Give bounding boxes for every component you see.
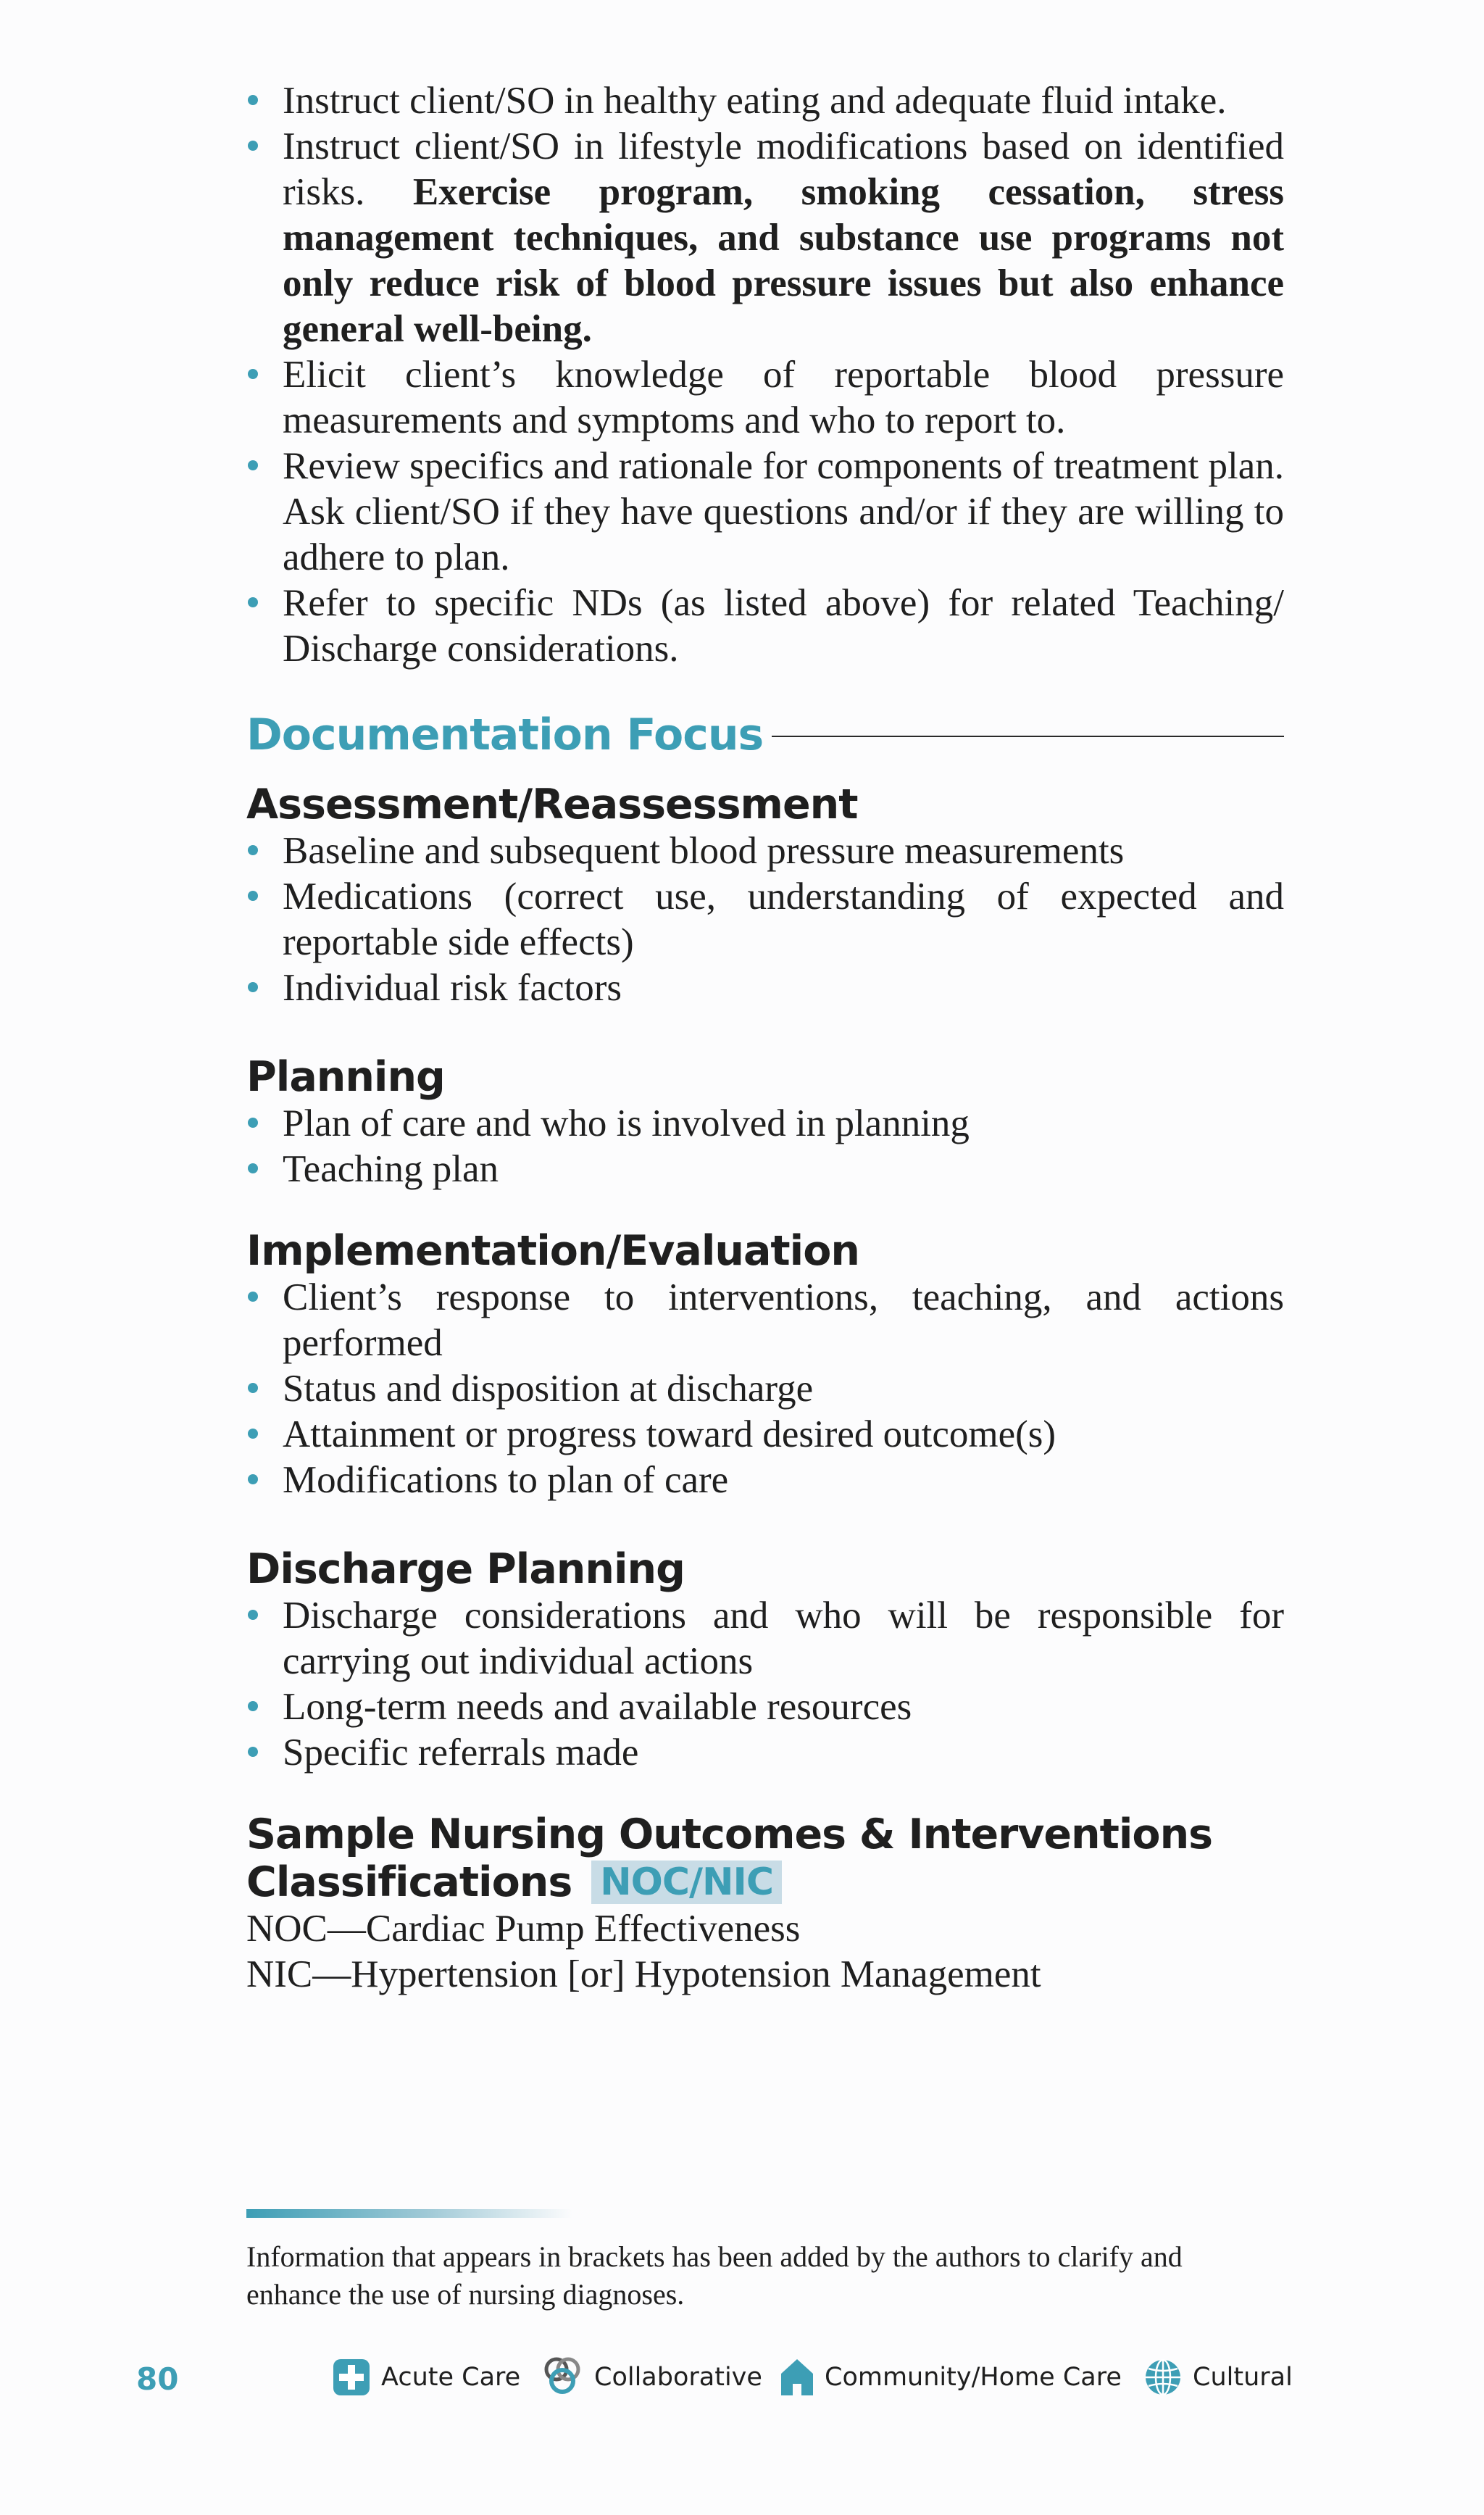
list-item: [246, 1147, 1284, 1192]
bullet-icon: [248, 141, 258, 151]
acute-care-icon: [332, 2358, 371, 2397]
list-item: [246, 1275, 1284, 1366]
list-item-text: Review specifics and rationale for components of treatment plan. Ask client/SO if they have questions and/or if they are willing to adhere to plan.: [283, 445, 1284, 578]
bullet-icon: [248, 1383, 258, 1393]
section-rule: [772, 736, 1284, 737]
list-item: [246, 581, 1284, 672]
list-item: [246, 1458, 1284, 1503]
bullet-icon: [248, 1747, 258, 1757]
list-item: [246, 78, 1284, 124]
list-item: [246, 1101, 1284, 1147]
page-content: [246, 78, 1284, 1998]
list-item: [246, 1412, 1284, 1458]
planning-list: [246, 1101, 1284, 1192]
legend-label: Community/Home Care: [825, 2363, 1122, 2392]
bullet-icon: [248, 460, 258, 470]
heading-line-2: Classifications: [246, 1858, 572, 1906]
discharge-list: [246, 1593, 1284, 1776]
heading-assessment: Assessment/Reassessment: [246, 781, 858, 828]
nic-line: NIC—Hypertension [or] Hypotension Management: [246, 1953, 1041, 1995]
legend-label: Collaborative: [594, 2363, 762, 2392]
list-item-text: Instruct client/SO in healthy eating and adequate fluid intake.: [283, 80, 1227, 122]
list-item-text: Teaching plan: [283, 1148, 499, 1190]
page-number: 80: [136, 2361, 179, 2397]
list-item-bold-text: Exercise program, smoking cessation, stress management techniques, and substance use programs not only reduce risk of blood pressure issues but also enhance general well-being.: [283, 171, 1284, 350]
teaching-bullet-list: [246, 78, 1284, 672]
footnote-rule: [246, 2209, 572, 2218]
list-item: [246, 828, 1284, 874]
list-item-text: Refer to specific NDs (as listed above) for related Teaching/ Discharge considerations.: [283, 582, 1284, 670]
noc-nic-badge: NOC/NIC: [591, 1861, 782, 1904]
bullet-icon: [248, 1610, 258, 1620]
section-title-documentation: [246, 710, 1284, 760]
heading-sample-noc-nic: [246, 1811, 1284, 1906]
bullet-icon: [248, 95, 258, 105]
heading-line-1: Sample Nursing Outcomes & Interventions: [246, 1811, 1213, 1858]
collaborative-icon: [542, 2356, 584, 2398]
bullet-icon: [248, 845, 258, 855]
list-item-text: Long-term needs and available resources: [283, 1686, 912, 1728]
legend-collaborative: [542, 2356, 762, 2399]
bullet-icon: [248, 369, 258, 379]
bullet-icon: [248, 891, 258, 901]
list-item: [246, 874, 1284, 965]
list-item-text: Attainment or progress toward desired outcome(s): [283, 1413, 1056, 1455]
list-item-text: Client’s response to interventions, teaching, and actions performed: [283, 1276, 1284, 1364]
list-item: [246, 1684, 1284, 1730]
list-item: [246, 124, 1284, 352]
list-item: [246, 1730, 1284, 1776]
list-item-text: Medications (correct use, understanding of expected and reportable side effects): [283, 876, 1284, 963]
implementation-list: [246, 1275, 1284, 1503]
heading-planning: Planning: [246, 1053, 445, 1101]
globe-icon: [1143, 2358, 1183, 2397]
list-item-text: Specific referrals made: [283, 1732, 639, 1774]
bullet-icon: [248, 1292, 258, 1302]
bullet-icon: [248, 1701, 258, 1711]
heading-implementation: Implementation/Evaluation: [246, 1227, 859, 1275]
list-item-text: Elicit client’s knowledge of reportable blood pressure measurements and symptoms and who to report to.: [283, 354, 1284, 441]
list-item: [246, 444, 1284, 581]
legend-acute-care: [332, 2356, 520, 2399]
list-item: [246, 352, 1284, 444]
assessment-list: [246, 828, 1284, 1011]
bullet-icon: [248, 1429, 258, 1439]
list-item-text: Modifications to plan of care: [283, 1459, 729, 1501]
heading-discharge: Discharge Planning: [246, 1545, 685, 1593]
list-item-text: Status and disposition at discharge: [283, 1368, 814, 1410]
noc-line: NOC—Cardiac Pump Effectiveness: [246, 1908, 801, 1950]
home-icon: [780, 2358, 814, 2397]
footnote: Information that appears in brackets has been added by the authors to clarify and enhance the use of nursing diagnoses.: [246, 2240, 1183, 2311]
bullet-icon: [248, 1118, 258, 1128]
list-item-text: Baseline and subsequent blood pressure measurements: [283, 830, 1125, 872]
bullet-icon: [248, 597, 258, 607]
section-title-text: Documentation Focus: [246, 710, 764, 760]
legend-label: Cultural: [1193, 2363, 1293, 2392]
list-item-text: Plan of care and who is involved in planning: [283, 1102, 970, 1144]
list-item: [246, 1593, 1284, 1684]
legend-cultural: [1143, 2356, 1293, 2399]
list-item: [246, 965, 1284, 1011]
legend-community-home-care: [780, 2356, 1122, 2399]
list-item-text: Instruct client/SO in lifestyle modifications based on identified risks.: [283, 125, 1284, 213]
legend-label: Acute Care: [381, 2363, 521, 2392]
list-item-text: Individual risk factors: [283, 967, 622, 1009]
bullet-icon: [248, 1474, 258, 1484]
bullet-icon: [248, 982, 258, 992]
list-item: [246, 1366, 1284, 1412]
bullet-icon: [248, 1163, 258, 1173]
list-item-text: Discharge considerations and who will be responsible for carrying out individual actions: [283, 1595, 1284, 1682]
